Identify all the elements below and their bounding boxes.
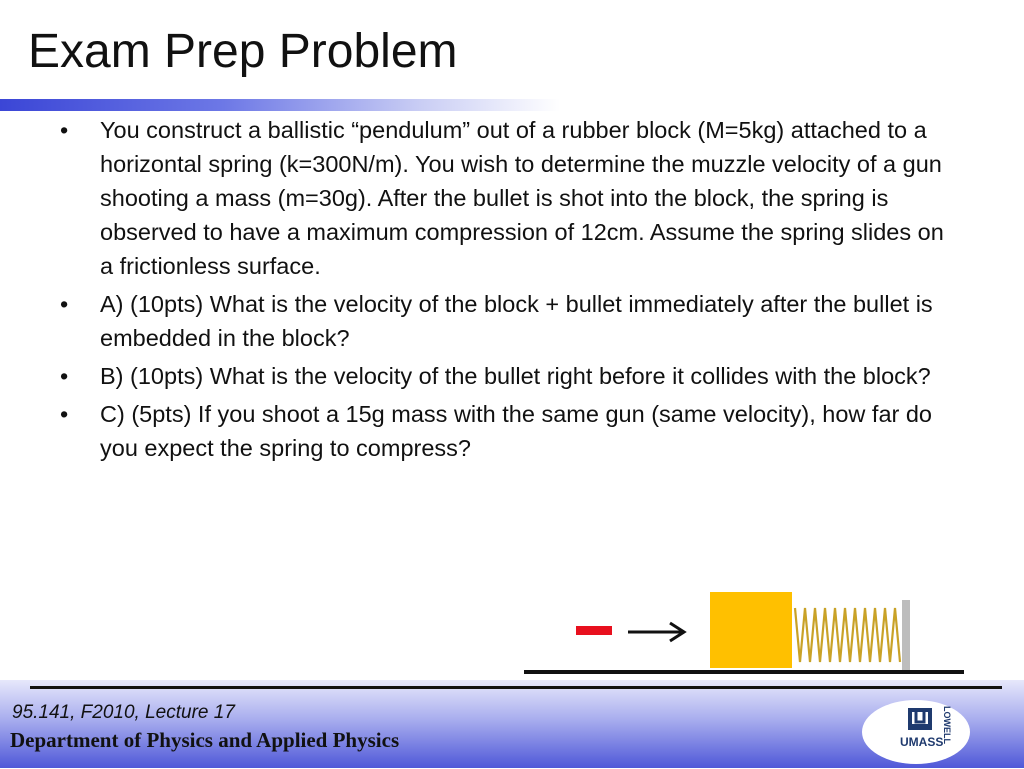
bullet-text: C) (5pts) If you shoot a 15g mass with the same gun (same velocity), how far do you expect the spring to compress?: [100, 401, 933, 461]
bullet-marker: •: [60, 401, 69, 427]
umass-lowell-logo-icon: [862, 700, 970, 764]
velocity-arrow-icon: [628, 623, 684, 641]
bullet-list: [60, 113, 960, 469]
bullet-marker: •: [60, 117, 69, 143]
footer-lecture-label: 95.141, F2010, Lecture 17: [12, 702, 235, 723]
logo-text-lowell: LOWELL: [942, 706, 952, 744]
bullet-item-c: [60, 397, 960, 465]
bullet-text: B) (10pts) What is the velocity of the bullet right before it collides with the block?: [100, 363, 931, 389]
block-shape: [710, 592, 792, 668]
spring-shape: [795, 608, 900, 662]
floor-line: [524, 670, 964, 674]
footer-department-label: Department of Physics and Applied Physics: [10, 728, 400, 752]
bullet-text: You construct a ballistic “pendulum” out of a rubber block (M=5kg) attached to a horizontal spring (k=300N/m). You wish to determine the muzzle velocity of a gun shooting a mass (m=30g). After the bullet is shot into the block, the spring is observed to have a maximum compression of 12cm. Assume the spring slides on a frictionless surface.: [100, 117, 944, 279]
bullet-item-b: [60, 359, 960, 393]
footer-divider: [30, 686, 1002, 689]
bullet-marker: •: [60, 363, 69, 389]
wall-shape: [902, 600, 910, 672]
bullet-text: A) (10pts) What is the velocity of the block + bullet immediately after the bullet is embedded in the block?: [100, 291, 933, 351]
title-underline-gradient: [0, 99, 560, 111]
bullet-item-intro: [60, 113, 960, 283]
bullet-shape: [576, 626, 612, 635]
slide-title: Exam Prep Problem: [28, 25, 458, 78]
ballistic-pendulum-diagram: [520, 590, 970, 680]
logo-text-umass: UMASS: [900, 735, 944, 749]
university-logo: [862, 700, 970, 764]
bullet-item-a: [60, 287, 960, 355]
bullet-marker: •: [60, 291, 69, 317]
